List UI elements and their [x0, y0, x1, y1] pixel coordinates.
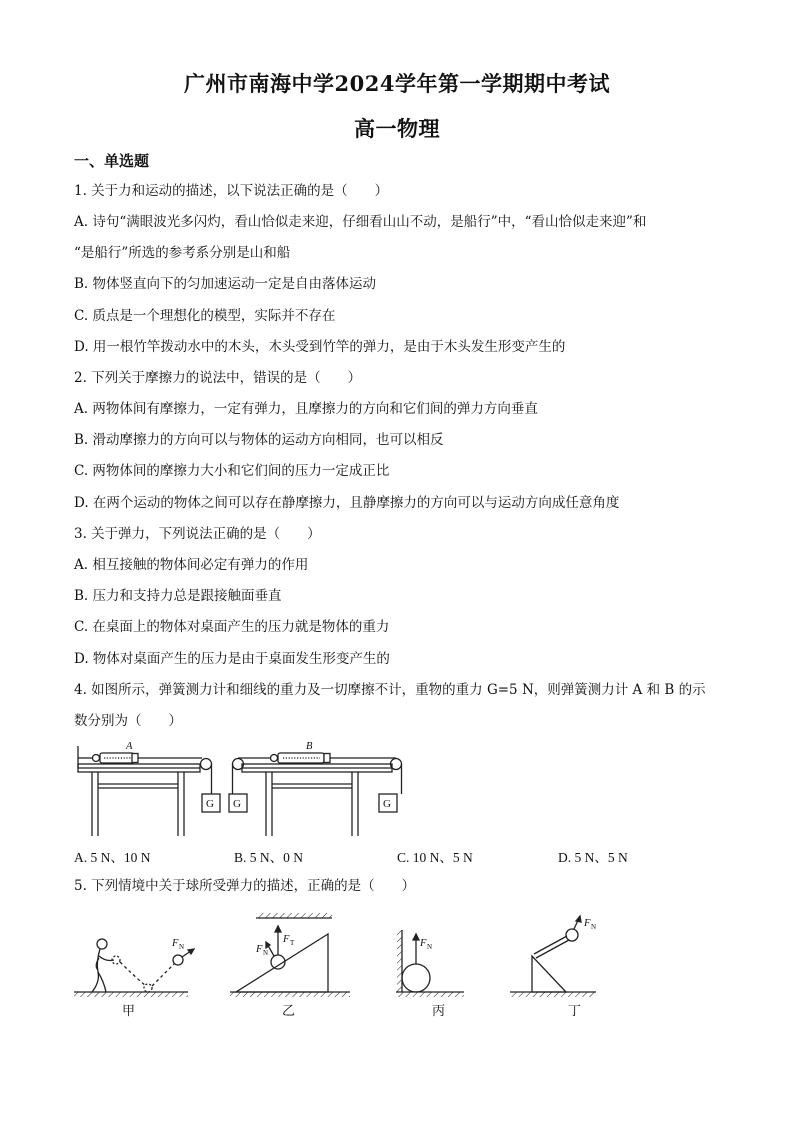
q5-figures: [70, 908, 610, 1020]
exam-title: 广州市南海中学2024学年第一学期期中考试: [184, 71, 610, 96]
q5-stem: 5. 下列情境中关于球所受弹力的描述，正确的是（ ）: [74, 878, 416, 894]
left-table: [78, 746, 200, 836]
q1-option-b: B. 物体竖直向下的匀加速运动一定是自由落体运动: [74, 276, 377, 292]
q1-stem: 1. 关于力和运动的描述，以下说法正确的是（ ）: [74, 183, 389, 199]
q1-option-a-cont: “是船行”所选的参考系分别是山和船: [74, 245, 291, 261]
q1-option-a: A. 诗句“满眼波光多闪灼，看山恰似走来迎，仔细看山山不动，是船行”中，“看山恰似走来迎”和: [74, 214, 647, 230]
weight-label-left: G: [206, 798, 214, 810]
bing-force-sub: N: [427, 943, 433, 951]
ding-force-sub: N: [591, 923, 597, 931]
exam-subtitle: 高一物理: [354, 116, 440, 141]
q2-stem: 2. 下列关于摩擦力的说法中，错误的是（ ）: [74, 370, 362, 386]
jia-force-sub: N: [179, 943, 185, 951]
q4-options: [74, 846, 714, 866]
q2-option-a: A. 两物体间有摩擦力，一定有弹力，且摩擦力的方向和它们间的弹力方向垂直: [74, 401, 538, 417]
q2-option-c: C. 两物体间的摩擦力大小和它们间的压力一定成正比: [74, 463, 390, 479]
q4-figure: [70, 738, 410, 840]
q1-option-d: D. 用一根竹竿拨动水中的木头，木头受到竹竿的弹力，是由于木头发生形变产生的: [74, 339, 566, 355]
q4-option-c: C. 10 N、5 N: [397, 850, 473, 865]
q3-option-d: D. 物体对桌面产生的压力是由于桌面发生形变产生的: [74, 651, 390, 667]
ding-force-label: F: [584, 918, 591, 929]
yi-force-t-label: F: [283, 934, 290, 945]
q3-stem: 3. 关于弹力，下列说法正确的是（ ）: [74, 526, 321, 542]
q1-option-c: C. 质点是一个理想化的模型，实际并不存在: [74, 308, 336, 324]
jia-force-label: F: [172, 938, 179, 949]
yi-force-t-sub: T: [290, 939, 295, 947]
q4-option-b: B. 5 N、0 N: [234, 850, 304, 865]
spring-scale-a: [78, 753, 202, 763]
bing-force-label: F: [420, 938, 427, 949]
q2-option-d: D. 在两个运动的物体之间可以存在静摩擦力，且静摩擦力的方向可以与运动方向成任意角度: [74, 495, 620, 511]
q2-option-b: B. 滑动摩擦力的方向可以与物体的运动方向相同，也可以相反: [74, 432, 444, 448]
q4-option-a: A. 5 N、10 N: [74, 850, 151, 865]
q4-option-d: D. 5 N、5 N: [558, 850, 628, 865]
caption-yi: 乙: [282, 1003, 296, 1018]
weight-label-middle: G: [233, 798, 241, 810]
scale-a-label: A: [126, 741, 133, 752]
weight-label-right: G: [383, 798, 391, 810]
q4-stem: 4. 如图所示，弹簧测力计和细线的重力及一切摩擦不计，重物的重力 G=5 N，则弹簧测力计 A 和 B 的示: [74, 682, 706, 698]
q3-option-b: B. 压力和支持力总是跟接触面垂直: [74, 588, 282, 604]
pulley-left: [201, 759, 212, 770]
spring-scale-b: [238, 753, 396, 763]
q3-option-a: A. 相互接触的物体间必定有弹力的作用: [74, 557, 309, 573]
q3-option-c: C. 在桌面上的物体对桌面产生的压力就是物体的重力: [74, 619, 390, 635]
q4-stem-cont: 数分别为（ ）: [74, 713, 182, 729]
figure-bing: [396, 930, 464, 997]
figure-yi: [230, 913, 350, 997]
yi-force-n-label: F: [256, 944, 263, 955]
caption-jia: 甲: [122, 1003, 136, 1018]
right-table: [242, 764, 392, 836]
caption-ding: 丁: [568, 1003, 582, 1018]
section-heading: 一、单选题: [74, 152, 150, 170]
scale-b-label: B: [306, 741, 313, 752]
caption-bing: 丙: [432, 1003, 446, 1018]
yi-force-n-sub: N: [263, 949, 269, 957]
